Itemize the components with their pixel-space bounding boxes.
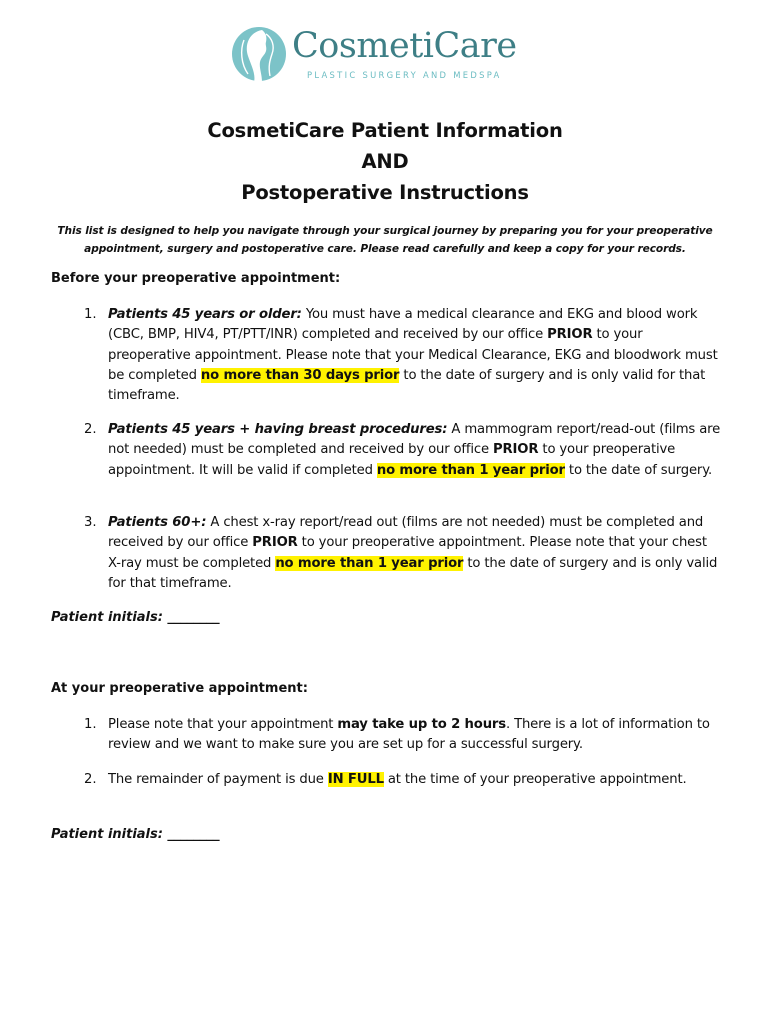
highlight: no more than 30 days prior	[200, 367, 400, 383]
section-heading-at: At your preoperative appointment:	[51, 681, 308, 696]
intro-line1: This list is designed to help you navigate through your surgical journey by preparing you for your preoperative	[57, 225, 713, 237]
list-item	[84, 770, 724, 812]
highlight: IN FULL	[327, 772, 384, 787]
list-item	[84, 305, 724, 404]
list-item	[84, 715, 724, 757]
item-text: Patients 45 years + having breast procedures: A mammogram report/read-out (films are not needed) must be completed and received by our office PRIOR to your preoperative appointment. It will be valid if completed no more than 1 year prior to the date of surgery.	[108, 422, 721, 478]
page-title-line3: Postoperative Instructions	[241, 181, 529, 204]
face-profile-logo-icon	[232, 24, 288, 84]
item-text: Patients 45 years or older: You must have a medical clearance and EKG and blood work (CBC, BMP, HIV4, PT/PTT/INR) completed and received by our office PRIOR to your preoperative appointment. Please note that your Medical Clearance, EKG and bloodwork must be completed no more than 30 days prior to the date of surgery and is only valid for that timeframe.	[108, 307, 718, 404]
section-heading-before: Before your preoperative appointment:	[51, 271, 341, 286]
item-number: 3.	[84, 515, 97, 530]
highlight: no more than 1 year prior	[275, 555, 464, 571]
item-number: 2.	[84, 422, 97, 437]
page-title-line2: AND	[361, 150, 409, 173]
item-number: 1.	[84, 307, 97, 322]
page-title-line1: CosmetiCare Patient Information	[207, 119, 563, 142]
item-text: Patients 60+: A chest x-ray report/read out (films are not needed) must be completed and received by our office PRIOR to your preoperative appointment. Please note that your chest X-ray must be completed no more than 1 year prior to the date of surgery and is only valid for that timeframe.	[108, 515, 718, 591]
item-text: Please note that your appointment may take up to 2 hours. There is a lot of information to review and we want to make sure you are set up for a successful surgery.	[108, 717, 710, 753]
logo-name: CosmetiCare	[292, 26, 517, 66]
patient-initials-field[interactable]: Patient initials: ________	[51, 610, 220, 625]
list-item	[84, 420, 724, 504]
logo	[0, 24, 770, 86]
intro-text	[40, 222, 730, 258]
intro-line2: appointment, surgery and postoperative care. Please read carefully and keep a copy for your records.	[84, 243, 686, 255]
patient-initials-field[interactable]: Patient initials: ________	[51, 827, 220, 842]
highlight: no more than 1 year prior	[376, 462, 565, 478]
list-item	[84, 513, 724, 597]
item-number: 1.	[84, 717, 97, 732]
item-number: 2.	[84, 772, 97, 787]
logo-tagline: PLASTIC SURGERY AND MEDSPA	[307, 70, 502, 80]
item-text: The remainder of payment is due IN FULL at the time of your preoperative appointment.	[108, 772, 687, 787]
